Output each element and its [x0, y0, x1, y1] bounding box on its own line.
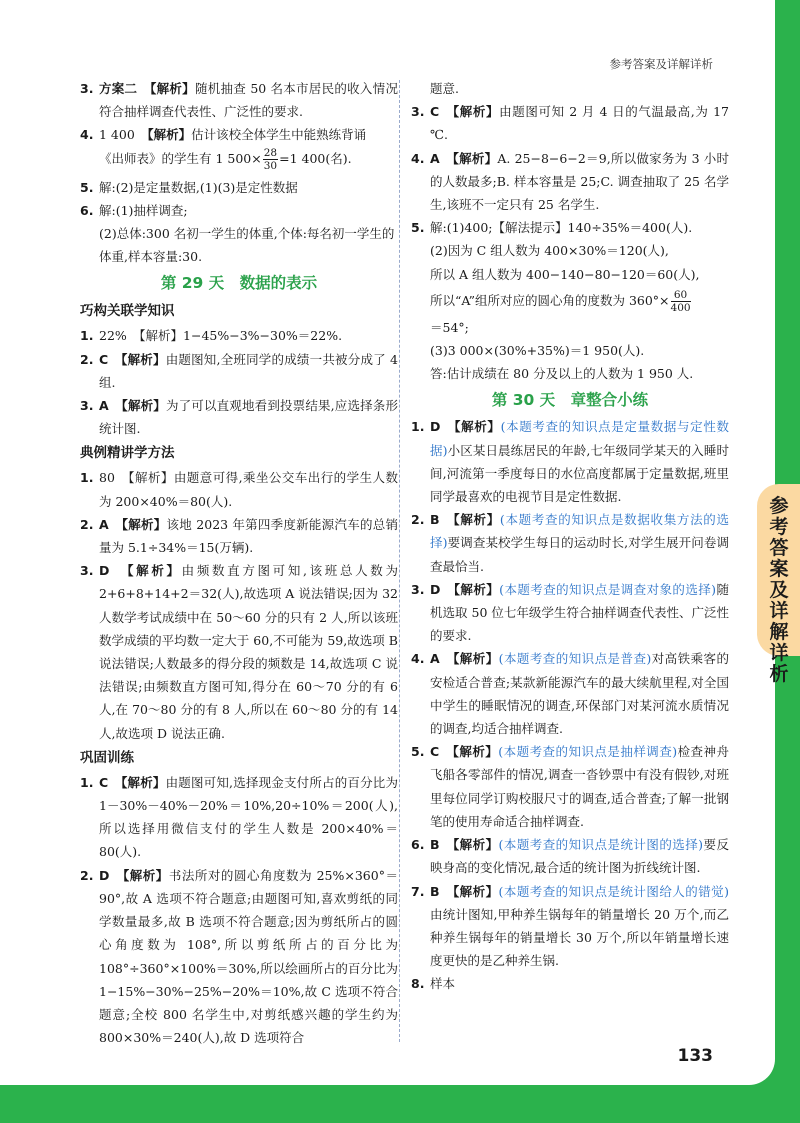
answer-item-3: 3. D 【解析】由频数直方图可知,该班总人数为 2+6+8+14+2＝32(人),故选项 A 说法错误;因为 32 人数学考试成绩中在 50～60 分的只有 2 人,所以该班数学成绩的平均数一定大于 60,不可能为 59,故选项 B 说法错误;人数最多的得分段的频数是 14,故选项 C 说法错误;由频数直方图可知,得分在 60～70 分的有 6 人,在 70～80 分的有 8 人,所以在 60～80 分的有 14 人,故选项 D 说法正确.	[80, 559, 398, 745]
item-number: 3.	[80, 81, 94, 96]
section-heading: 巧构关联学知识	[80, 303, 175, 320]
solution-line: 答:估计成绩在 80 分及以上的人数为 1 950 人.	[430, 366, 694, 382]
item-number: 1.	[80, 328, 94, 344]
solution-line: (3)3 000×(30%+35%)＝1 950(人).	[430, 343, 645, 359]
answer-item-2: 2. B 【解析】(本题考查的知识点是数据收集方法的选择)要调查某校学生每日的运动时长,对学生展开问卷调查最恰当.	[411, 508, 729, 578]
answer-item-7: 7. B 【解析】(本题考查的知识点是统计图给人的错觉)由统计图知,甲种养生锅每年的销量增长 20 万个,而乙种养生锅每年的销量增长 30 万个,所以年销量增长速度更快的是乙种养生锅.	[411, 880, 729, 973]
item-number: 3.	[411, 104, 425, 120]
item-number: 5.	[411, 744, 425, 760]
answer-item-1: 1. C 【解析】由题图可知,选择现金支付所占的百分比为 1－30%－40%－20%＝10%,20÷10%＝200(人),所以选择用微信支付的学生人数是 200×40%＝80(人).	[80, 771, 398, 864]
answer-item-2: 2. C 【解析】由题图知,全班同学的成绩一共被分成了 4 组.	[80, 348, 398, 394]
answer-item-5: 5. C 【解析】(本题考查的知识点是抽样调查)检查神舟飞船各零部件的情况,调查一沓钞票中有没有假钞,对班里每位同学订购校服尺寸的调查,适合普查;了解一批钢笔的使用寿命适合抽样调查.	[411, 740, 729, 833]
answer-item-3: 3. D 【解析】(本题考查的知识点是调查对象的选择)随机选取 50 位七年级学生符合抽样调查代表性、广泛性的要求.	[411, 578, 729, 648]
answer-item-1: 1. D 【解析】(本题考查的知识点是定量数据与定性数据)小区某日晨练居民的年龄,七年级同学某天的入睡时间,河流第一季度每日的水位高度都属于定量数据,班里同学最喜欢的电视节目是定性数据.	[411, 415, 729, 508]
answer-item-2: 2. A 【解析】该地 2023 年第四季度新能源汽车的总销量为 5.1÷34%＝15(万辆).	[80, 513, 398, 559]
side-tab	[757, 484, 800, 685]
day-30-title: 第 30 天 章整合小练	[491, 391, 649, 410]
side-tab-label: 参考答案及详解详析	[769, 495, 789, 685]
item-number: 1.	[80, 774, 94, 790]
answer-item-1: 1. 22% 【解析】1−45%−3%−30%＝22%.	[80, 324, 398, 347]
continued-text: 题意.	[430, 81, 459, 96]
page-number: 133	[677, 1046, 713, 1066]
solution-line: (2)因为 C 组人数为 400×30%＝120(人),	[430, 243, 669, 259]
item-number: 4.	[80, 127, 94, 143]
answer-item-5: 5. 解:(2)是定量数据,(1)(3)是定性数据	[80, 176, 398, 199]
answer-item-4: 4. A 【解析】A. 25−8−6−2＝9,所以做家务为 3 小时的人数最多;B. 样本容量是 25;C. 调查抽取了 25 名学生,该班不一定只有 25 名学生.	[411, 147, 729, 217]
item-number: 2.	[80, 351, 94, 367]
item-number: 1.	[411, 419, 425, 435]
section-heading: 典例精讲学方法	[80, 445, 175, 462]
column-divider	[399, 80, 400, 1042]
answer-item-3: 3. A 【解析】为了可以直观地看到投票结果,应选择条形统计图.	[80, 394, 398, 440]
fraction: $\frac{28}{30}$	[263, 146, 278, 172]
answer-item-6: 6. 解:(1)抽样调查;	[80, 199, 398, 222]
item-number: 3.	[411, 581, 425, 597]
answer-item-6: 6. B 【解析】(本题考查的知识点是统计图的选择)要反映身高的变化情况,最合适的统计图为折线统计图.	[411, 833, 729, 879]
answer-item-3: 3. C 【解析】由题图可知 2 月 4 日的气温最高,为 17 ℃.	[411, 100, 729, 146]
answer-item-4: 4. A 【解析】(本题考查的知识点是普查)对高铁乘客的安检适合普查;某款新能源汽车的最大续航里程,对全国中学生的睡眠情况的调查,环保部门对某河流水质情况的调查,均适合抽样调查.	[411, 647, 729, 740]
item-number: 8.	[411, 976, 425, 992]
answer-item-3: 3. 方案二 【解析】随机抽查 50 名本市居民的收入情况符合抽样调查代表性、广泛性的要求.	[80, 77, 398, 123]
day-29-title: 第 29 天 数据的表示	[160, 274, 318, 293]
page-header: 参考答案及详解详析	[609, 57, 713, 71]
item-number: 5.	[411, 220, 425, 236]
item-number: 5.	[80, 179, 94, 195]
item-number: 3.	[80, 563, 94, 579]
answer-item-6-part2: (2)总体:300 名初一学生的体重,个体:每名初一学生的体重,样本容量:30.	[99, 226, 395, 265]
section-heading: 巩固训练	[80, 749, 134, 766]
right-column	[411, 77, 729, 996]
item-number: 7.	[411, 883, 425, 899]
item-number: 6.	[411, 837, 425, 853]
item-number: 3.	[80, 398, 94, 414]
answer-item-4: 4. 1 400 【解析】估计该校全体学生中能熟练背诵 《出师表》的学生有 1 500× $\frac{28}{30}$ =1 400(名).	[80, 123, 398, 171]
solution-line: 所以“A”组所对应的圆心角的度数为 360°× $\frac{60}{400}$	[430, 288, 691, 314]
item-number: 2.	[411, 512, 425, 528]
item-number: 6.	[80, 202, 94, 218]
left-column	[80, 77, 398, 1049]
fraction: $\frac{60}{400}$	[670, 288, 691, 314]
item-number: 2.	[80, 867, 94, 883]
solution-line: 所以 A 组人数为 400−140−80−120＝60(人),	[430, 266, 700, 282]
solution-line: ＝54°;	[430, 319, 469, 335]
item-number: 4.	[411, 651, 425, 667]
answer-item-5: 5. 解:(1)400;【解法提示】140÷35%＝400(人).	[411, 216, 729, 239]
item-number: 1.	[80, 470, 94, 486]
answer-item-1: 1. 80 【解析】由题意可得,乘坐公交车出行的学生人数为 200×40%＝80(人).	[80, 466, 398, 512]
item-number: 2.	[80, 516, 94, 532]
item-number: 4.	[411, 150, 425, 166]
answer-item-2: 2. D 【解析】书法所对的圆心角度数为 25%×360°＝90°,故 A 选项不符合题意;由题图可知,喜欢剪纸的同学数量最多,故 B 选项不符合题意;因为剪纸所占的圆心角度数为 108°,所以剪纸所占的百分比为 108°÷360°×100%＝30%,所以绘画所占的百分比为 1−15%−30%−25%−20%＝10%,故 C 选项不符合题意;全校 800 名学生中,对剪纸感兴趣的学生约为 800×30%＝240(人),故 D 选项符合	[80, 864, 398, 1050]
answer-item-8: 8. 样本	[411, 972, 729, 995]
